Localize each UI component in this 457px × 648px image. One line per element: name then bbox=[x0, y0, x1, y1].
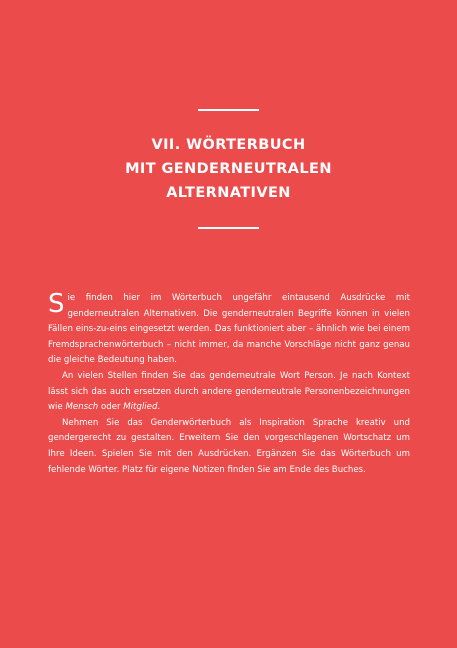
paragraph-person-text-1: An vielen Stellen finden Sie das genderneutrale Wort Person. Je nach Kontext lässt sich das auch ersetzen durch andere genderneutrale Personenbezeichnungen wie bbox=[48, 370, 410, 413]
paragraph-person-text-2: oder bbox=[98, 402, 124, 413]
paragraph-person bbox=[48, 369, 410, 416]
bottom-divider bbox=[198, 227, 259, 229]
chapter-heading bbox=[60, 133, 397, 205]
term-mitglied: Mitglied bbox=[123, 402, 158, 413]
top-divider bbox=[198, 109, 259, 111]
chapter-heading-line-1: VII. WÖRTERBUCH bbox=[151, 137, 306, 153]
chapter-heading-line-3: ALTERNATIVEN bbox=[166, 185, 291, 201]
paragraph-person-text-3: . bbox=[157, 402, 161, 413]
term-mensch: Mensch bbox=[65, 402, 99, 413]
body-text bbox=[48, 291, 410, 478]
paragraph-intro-text: ie finden hier im Wörterbuch ungefähr eintausend Ausdrücke mit genderneutralen Alternativen. Die genderneutralen Begriffe können in vielen Fällen eins-zu-eins eingesetzt werden. Das funktioniert aber – ähnlich wie bei einem Fremdsprachenwörterbuch – nicht immer, da manche Vorschläge nicht ganz genau die gleiche Bedeutung haben. bbox=[48, 293, 410, 366]
paragraph-inspiration-text: Nehmen Sie das Genderwörterbuch als Inspiration Sprache kreativ und gendergerecht zu gestalten. Erweitern Sie den vorgeschlagenen Wortschatz um Ihre Ideen. Spielen Sie mit den Ausdrücken. Ergänzen Sie das Wörterbuch um fehlende Wörter. Platz für eigene Notizen finden Sie am Ende des Buches. bbox=[48, 417, 410, 475]
paragraph-intro bbox=[48, 291, 410, 369]
paragraph-inspiration bbox=[48, 416, 410, 478]
chapter-heading-line-2: MIT GENDERNEUTRALEN bbox=[125, 161, 332, 177]
drop-cap: S bbox=[48, 289, 65, 319]
